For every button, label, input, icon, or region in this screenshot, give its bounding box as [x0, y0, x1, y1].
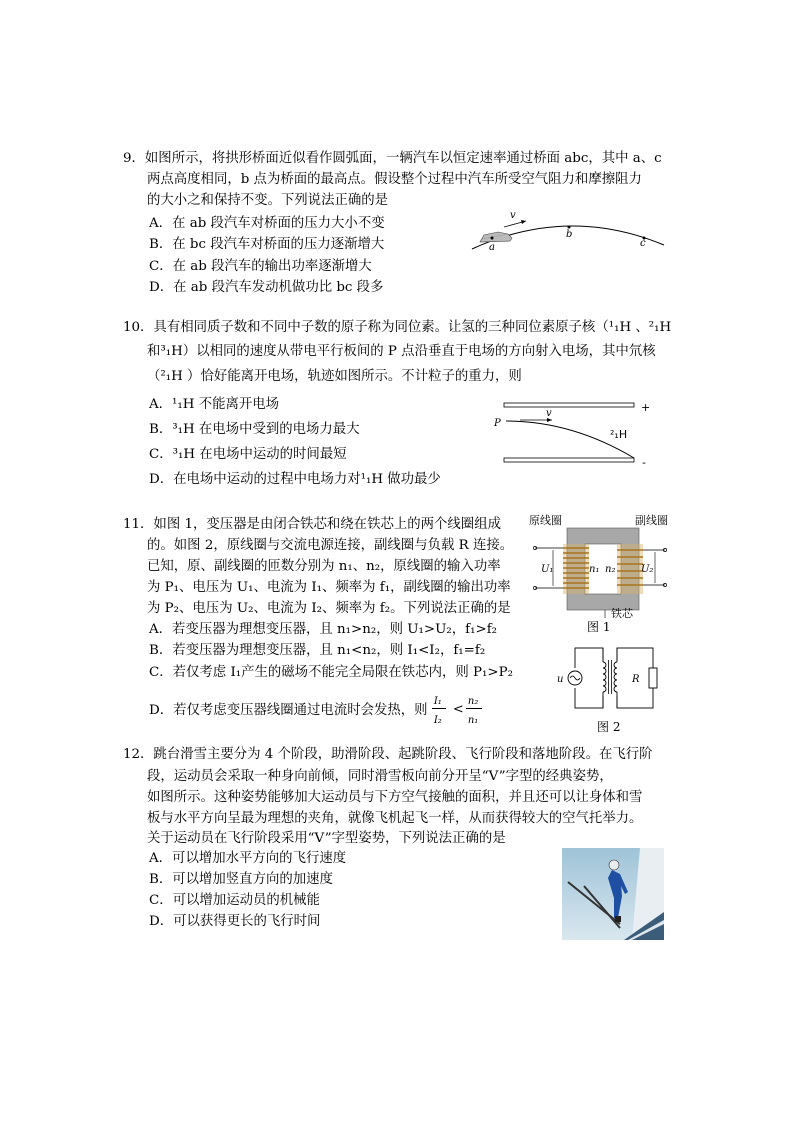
q9-option-c[interactable]: C．在 ab 段汽车的输出功率逐渐增大: [149, 259, 372, 274]
q12-option-b[interactable]: B．可以增加竖直方向的加速度: [149, 872, 333, 887]
q9-line-1: 9．如图所示，将拱形桥面近似看作圆弧面，一辆汽车以恒定速率通过桥面 abc，其中 a、c: [123, 151, 662, 166]
q9-line-2: 两点高度相同，b 点为桥面的最高点。假设整个过程中汽车所受空气阻力和摩擦阻力: [147, 172, 642, 187]
q10-option-c[interactable]: C．³₁H 在电场中运动的时间最短: [149, 447, 347, 462]
q12-line-4: 板与水平方向呈最为理想的夹角，就像飞机起飞一样，从而获得较大的空气托举力。: [147, 811, 643, 826]
frac-left-num: I₁: [433, 696, 442, 707]
q9-label-c: c: [640, 238, 646, 249]
q9-label-b: b: [566, 229, 573, 240]
q12-option-d[interactable]: D．可以获得更长的飞行时间: [149, 914, 321, 929]
q10-capacitor-figure: [492, 398, 657, 473]
frac-relation: <: [452, 702, 464, 717]
frac-right-den: n₁: [467, 715, 479, 726]
q12-option-c[interactable]: C．可以增加运动员的机械能: [149, 893, 320, 908]
q11-circuit-figure-2: [555, 640, 665, 715]
q11-line-3: 已知，原、副线圈的匝数分别为 n₁、n₂，原线圈的输入功率: [147, 559, 501, 574]
q10-label-P: P: [494, 418, 501, 429]
q11-option-d-text: D．若仅考虑变压器线圈通过电流时会发热，则: [149, 703, 428, 718]
figure-1-caption: 图 1: [587, 620, 611, 634]
q9-line-3: 的大小之和保持不变。下列说法正确的是: [147, 193, 389, 208]
label-core: 铁芯: [611, 607, 633, 620]
transformer-symbol-icon: [599, 648, 619, 708]
figure-2-caption: 图 2: [597, 720, 621, 734]
label-secondary: 副线圈: [635, 514, 668, 527]
q10-option-b[interactable]: B．³₁H 在电场中受到的电场力最大: [149, 422, 360, 437]
q10-line-2: 和³₁H）以相同的速度从带电平行板间的 P 点沿垂直于电场的方向射入电场，其中氘核: [147, 344, 656, 359]
label-primary: 原线圈: [529, 514, 562, 527]
q9-option-d[interactable]: D．在 ab 段汽车发动机做功比 bc 段多: [149, 280, 384, 295]
primary-coil-icon: [563, 544, 589, 594]
q12-option-a[interactable]: A．可以增加水平方向的飞行速度: [149, 851, 347, 866]
label-U1: U₁: [541, 564, 554, 575]
q12-line-2: 段，运动员会采取一种身向前倾，同时滑雪板向前分开呈“V”字型的经典姿势，: [147, 769, 613, 784]
q11-option-c[interactable]: C．若仅考虑 I₁产生的磁场不能完全局限在铁芯内，则 P₁>P₂: [149, 665, 513, 680]
q11-line-5: 为 P₂、电压为 U₂、电流为 I₂、频率为 f₂。下列说法正确的是: [147, 601, 511, 616]
label-R: R: [632, 674, 640, 685]
q10-label-isotope: ²₁H: [610, 428, 628, 441]
car-icon: [480, 232, 512, 242]
q10-line-1: 10．具有相同质子数和不同中子数的原子称为同位素。让氢的三种同位素原子核（¹₁H 、²₁H: [123, 320, 672, 335]
q11-line-4: 为 P₁、电压为 U₁、电流为 I₁、频率为 f₁，副线圈的输出功率: [147, 580, 511, 595]
q12-line-3: 如图所示。这种姿势能够加大运动员与下方空气接触的面积，并且还可以让身体和雪: [147, 790, 643, 805]
q10-label-plus: +: [641, 401, 651, 414]
q11-line-2: 的。如图 2，原线圈与交流电源连接，副线圈与负载 R 连接。: [147, 538, 514, 553]
label-U2: U₂: [641, 564, 654, 575]
q11-option-d-fraction: [432, 696, 494, 726]
q11-option-b[interactable]: B．若变压器为理想变压器，且 n₁<n₂，则 I₁<I₂，f₁=f₂: [149, 643, 486, 658]
q10-option-a[interactable]: A．¹₁H 不能离开电场: [149, 397, 280, 412]
ski-jumper-photo: [562, 848, 664, 940]
q12-line-1: 12．跳台滑雪主要分为 4 个阶段，助滑阶段、起跳阶段、飞行阶段和落地阶段。在飞行阶: [123, 747, 653, 762]
label-u: u: [557, 674, 564, 685]
q11-option-a[interactable]: A．若变压器为理想变压器，且 n₁>n₂，则 U₁>U₂，f₁>f₂: [149, 622, 498, 637]
resistor-icon: [649, 668, 657, 688]
secondary-coil-icon: [617, 544, 643, 594]
q10-line-3: （²₁H ）恰好能离开电场，轨迹如图所示。不计粒子的重力，则: [147, 369, 522, 384]
q9-label-a: a: [489, 242, 495, 253]
q12-line-5: 关于运动员在飞行阶段采用“V”字型姿势，下列说法正确的是: [147, 831, 506, 846]
q11-line-1: 11．如图 1，变压器是由闭合铁芯和绕在铁芯上的两个线圈组成: [123, 517, 501, 532]
q9-bridge-figure: [468, 205, 668, 255]
label-n2: n₂: [605, 564, 616, 575]
frac-left-den: I₂: [433, 715, 442, 726]
q10-label-v: v: [546, 408, 552, 419]
q9-label-v: v: [510, 210, 516, 221]
q10-option-d[interactable]: D．在电场中运动的过程中电场力对¹₁H 做功最少: [149, 472, 441, 487]
q11-option-d[interactable]: [149, 696, 494, 726]
q9-option-b[interactable]: B．在 bc 段汽车对桥面的压力逐渐增大: [149, 237, 385, 252]
q10-label-minus: -: [642, 456, 646, 469]
label-n1: n₁: [589, 564, 600, 575]
frac-right-num: n₂: [467, 696, 479, 707]
q9-option-a[interactable]: A．在 ab 段汽车对桥面的压力大小不变: [149, 216, 385, 231]
